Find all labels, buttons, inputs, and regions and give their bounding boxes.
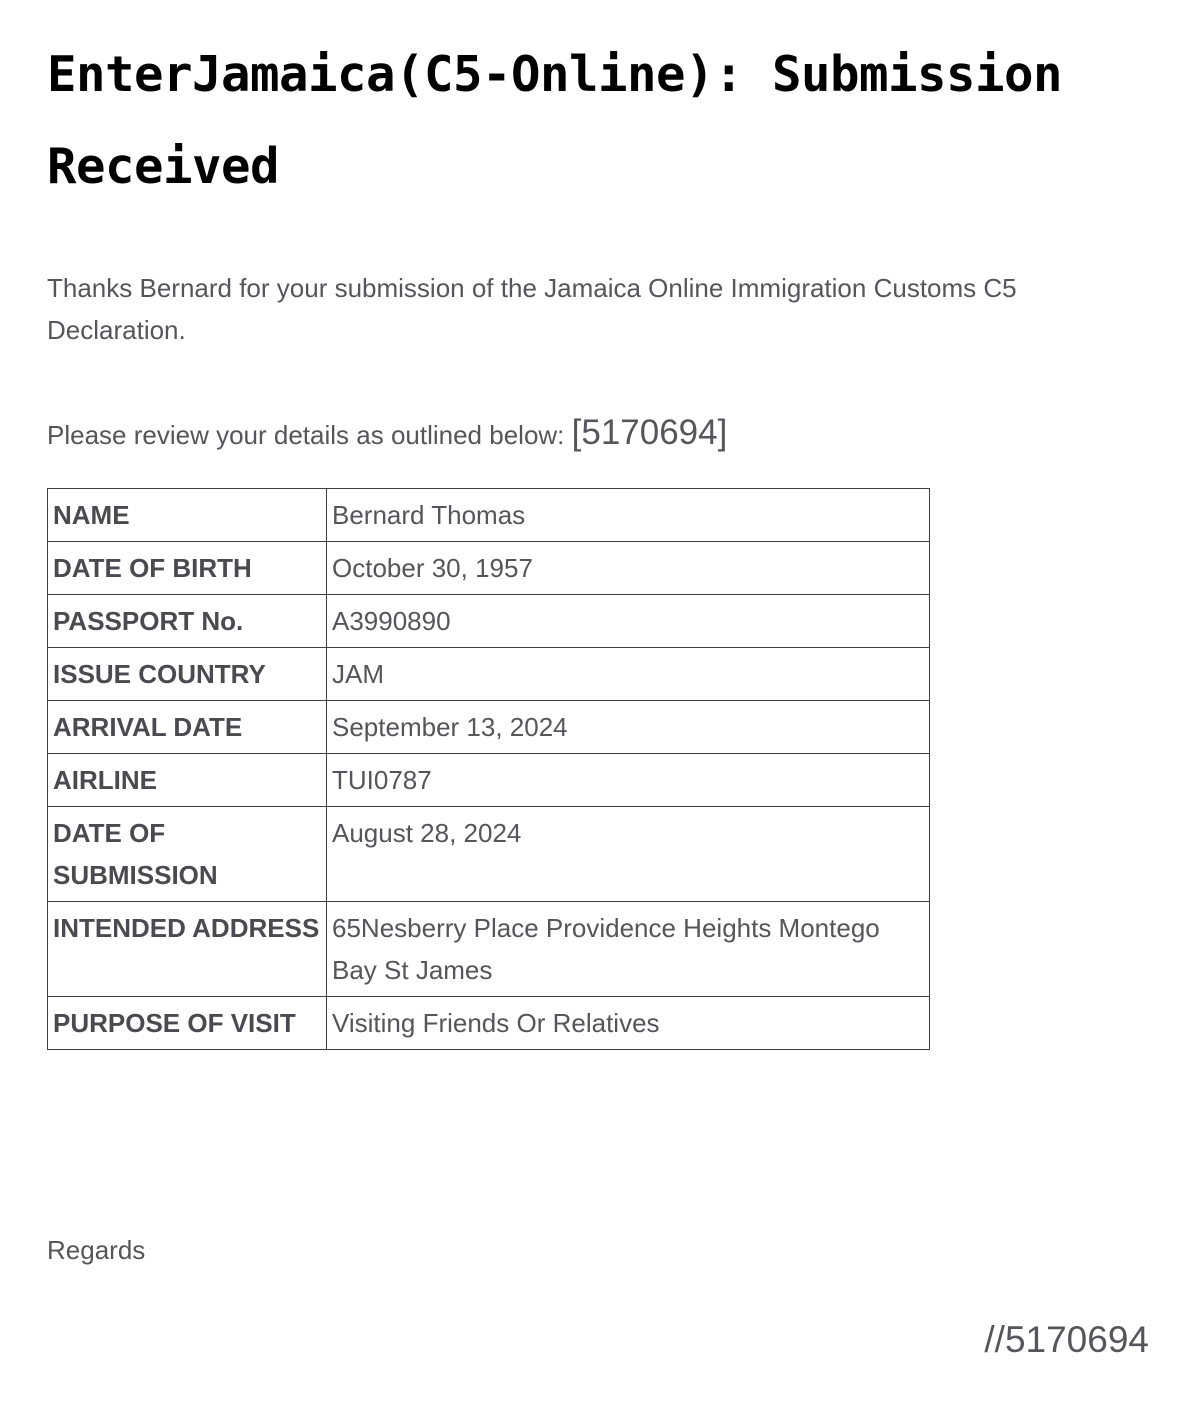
- table-row-passport: [48, 595, 930, 648]
- row-label: AIRLINE: [48, 754, 327, 807]
- page-title: EnterJamaica(C5-Online): Submission Received: [47, 46, 1063, 195]
- row-label: PURPOSE OF VISIT: [48, 997, 327, 1050]
- table-row-arrival-date: [48, 701, 930, 754]
- email-body: [47, 0, 1147, 1050]
- intro-text: Thanks Bernard for your submission of the Jamaica Online Immigration Customs C5 Declaration.: [47, 273, 1017, 345]
- footer-reference: //5170694: [984, 1319, 1149, 1360]
- table-row-intended-address: [48, 902, 930, 997]
- row-value: Bernard Thomas: [327, 489, 930, 542]
- row-value: JAM: [327, 648, 930, 701]
- row-label: INTENDED ADDRESS: [48, 902, 327, 997]
- row-label: ARRIVAL DATE: [48, 701, 327, 754]
- row-value: A3990890: [327, 595, 930, 648]
- table-row-airline: [48, 754, 930, 807]
- row-value: TUI0787: [327, 754, 930, 807]
- review-prefix: Please review your details as outlined below:: [47, 420, 572, 450]
- table-row-date-of-birth: [48, 542, 930, 595]
- row-value: August 28, 2024: [327, 807, 930, 902]
- details-table: [47, 488, 930, 1050]
- row-value: October 30, 1957: [327, 542, 930, 595]
- closing-text: Regards: [47, 1235, 146, 1265]
- row-value: Visiting Friends Or Relatives: [327, 997, 930, 1050]
- row-value: 65Nesberry Place Providence Heights Montego Bay St James: [327, 902, 930, 997]
- row-value: September 13, 2024: [327, 701, 930, 754]
- row-label: ISSUE COUNTRY: [48, 648, 327, 701]
- row-label: DATE OF BIRTH: [48, 542, 327, 595]
- table-row-date-of-submission: [48, 807, 930, 902]
- table-row-purpose-of-visit: [48, 997, 930, 1050]
- reference-number: [5170694]: [571, 413, 728, 452]
- row-label: NAME: [48, 489, 327, 542]
- table-row-issue-country: [48, 648, 930, 701]
- review-line: [47, 412, 1147, 456]
- row-label: DATE OF SUBMISSION: [48, 807, 327, 902]
- row-label: PASSPORT No.: [48, 595, 327, 648]
- table-row-name: [48, 489, 930, 542]
